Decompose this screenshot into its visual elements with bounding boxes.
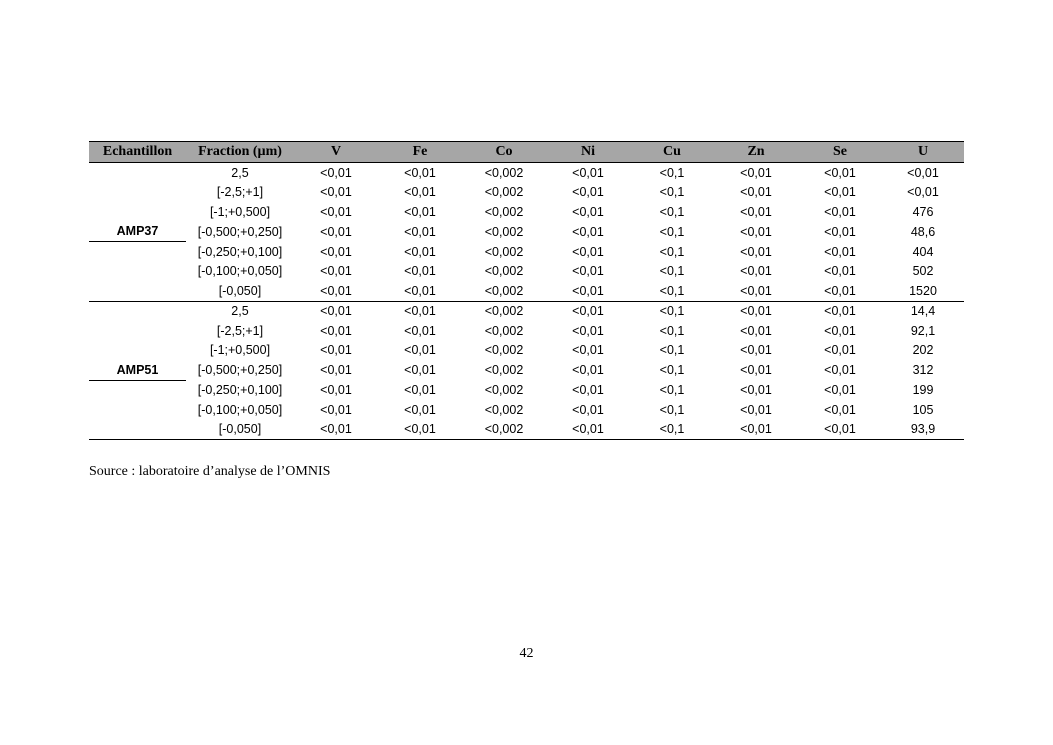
value-cell: <0,1 [630,281,714,301]
value-cell: <0,01 [740,323,772,338]
results-table [89,141,964,440]
value-cell: <0,01 [740,185,772,200]
value-cell: <0,002 [462,420,546,440]
table-row [89,360,964,380]
table-body [89,163,964,440]
value-cell: <0,01 [320,363,352,377]
value-cell: <0,01 [824,363,856,377]
value-cell: <0,01 [378,420,462,440]
fraction-cell: [-0,050] [186,281,294,301]
value-cell: <0,002 [484,264,524,279]
table-row [89,321,964,341]
value-cell: 93,9 [882,420,964,440]
value-cell: <0,01 [798,420,882,440]
table-header [89,142,964,163]
table-row [89,400,964,420]
fraction-cell: [-0,500;+0,250] [197,363,283,377]
sample-cell-empty [89,202,186,222]
table-row [89,183,964,203]
value-cell: <0,01 [404,363,436,377]
table-row [89,202,964,222]
value-cell: <0,1 [659,264,685,279]
value-cell: <0,01 [740,304,772,319]
value-cell: <0,01 [546,420,630,440]
fraction-cell: [-2,5;+1] [216,323,264,338]
value-cell: <0,01 [378,281,462,301]
value-cell: <0,002 [484,343,524,358]
fraction-cell: [-0,250;+0,100] [197,383,283,397]
value-cell: <0,01 [572,264,604,279]
value-cell: 502 [912,264,934,279]
value-cell: <0,002 [462,281,546,301]
sample-cell-empty [89,262,186,282]
value-cell: <0,1 [659,224,685,239]
value-cell: <0,01 [824,343,856,358]
table-row [89,163,964,183]
fraction-cell: 2,5 [231,304,249,319]
value-cell: <0,01 [740,363,772,377]
value-cell: 199 [912,383,934,397]
value-cell: 404 [912,244,934,259]
value-cell: <0,01 [320,244,352,259]
value-cell: <0,01 [572,204,604,219]
value-cell: <0,01 [320,185,352,200]
value-cell: <0,002 [484,383,524,397]
value-cell: <0,01 [294,281,378,301]
sample-cell-empty [89,420,186,440]
value-cell: <0,01 [572,402,604,417]
value-cell: <0,01 [740,204,772,219]
value-cell: <0,01 [572,304,604,319]
value-cell: <0,01 [320,264,352,279]
table-row [89,420,964,440]
value-cell: <0,002 [484,224,524,239]
fraction-cell: [-1;+0,500] [209,204,271,219]
sample-cell-empty [89,321,186,341]
value-cell: 1520 [882,281,964,301]
fraction-cell: [-0,250;+0,100] [197,244,283,259]
value-cell: <0,002 [484,244,524,259]
value-cell: <0,01 [824,383,856,397]
value-cell: <0,1 [659,323,685,338]
sample-name: AMP37 [89,222,186,242]
value-cell: <0,01 [404,323,436,338]
value-cell: <0,01 [572,185,604,200]
value-cell: <0,01 [824,224,856,239]
value-cell: <0,01 [907,185,939,200]
value-cell: <0,1 [659,383,685,397]
value-cell: 48,6 [910,224,936,239]
table-row [89,380,964,400]
value-cell: <0,01 [824,165,856,180]
value-cell: <0,002 [484,304,524,319]
value-cell: <0,01 [824,304,856,319]
value-cell: <0,01 [824,244,856,259]
value-cell: <0,01 [546,281,630,301]
value-cell: 105 [912,402,934,417]
header-ni: Ni [546,142,630,163]
header-zn: Zn [714,142,798,163]
value-cell: <0,01 [294,420,378,440]
sample-cell-empty [89,380,186,400]
header-fraction: Fraction (µm) [186,142,294,163]
value-cell: <0,01 [740,383,772,397]
header-se: Se [798,142,882,163]
value-cell: <0,1 [659,244,685,259]
header-u: U [882,142,964,163]
value-cell: <0,1 [659,165,685,180]
value-cell: 202 [912,343,934,358]
value-cell: <0,01 [824,264,856,279]
value-cell: 92,1 [910,323,936,338]
table-row [89,242,964,262]
value-cell: <0,01 [320,224,352,239]
header-cu: Cu [630,142,714,163]
table-row [89,301,964,321]
value-cell: <0,1 [659,402,685,417]
value-cell: <0,01 [740,165,772,180]
value-cell: <0,002 [484,402,524,417]
value-cell: <0,01 [798,281,882,301]
value-cell: <0,01 [320,304,352,319]
value-cell: <0,01 [404,304,436,319]
value-cell: <0,002 [484,323,524,338]
value-cell: <0,1 [659,343,685,358]
value-cell: <0,01 [714,281,798,301]
header-co: Co [462,142,546,163]
value-cell: <0,01 [404,224,436,239]
value-cell: <0,002 [484,204,524,219]
fraction-cell: [-1;+0,500] [209,343,271,358]
page-number: 42 [519,646,534,661]
value-cell: 312 [912,363,934,377]
table-row [89,341,964,361]
value-cell: <0,01 [907,165,939,180]
value-cell: <0,002 [484,185,524,200]
value-cell: <0,01 [714,420,798,440]
value-cell: <0,01 [572,323,604,338]
header-v: V [294,142,378,163]
sample-cell-empty [89,341,186,361]
fraction-cell: [-0,050] [186,420,294,440]
value-cell: <0,01 [824,402,856,417]
value-cell: <0,01 [572,165,604,180]
value-cell: 14,4 [910,304,936,319]
sample-cell-empty [89,281,186,301]
value-cell: <0,01 [404,264,436,279]
value-cell: <0,01 [572,343,604,358]
table-row [89,222,964,242]
value-cell: <0,01 [404,383,436,397]
value-cell: <0,01 [320,165,352,180]
value-cell: <0,01 [404,185,436,200]
value-cell: <0,01 [824,323,856,338]
value-cell: <0,01 [404,244,436,259]
value-cell: <0,1 [659,204,685,219]
fraction-cell: [-2,5;+1] [216,185,264,200]
value-cell: <0,002 [484,363,524,377]
value-cell: <0,01 [740,224,772,239]
fraction-cell: 2,5 [231,165,249,180]
value-cell: <0,01 [740,343,772,358]
table-row [89,281,964,301]
sample-cell-empty [89,183,186,203]
source-note: Source : laboratoire d’analyse de l’OMNIS [89,464,331,479]
value-cell: <0,01 [740,244,772,259]
value-cell: <0,002 [484,165,524,180]
value-cell: 476 [912,204,934,219]
value-cell: <0,01 [824,204,856,219]
value-cell: <0,1 [659,185,685,200]
value-cell: <0,01 [572,244,604,259]
table-row [89,262,964,282]
value-cell: <0,01 [824,185,856,200]
value-cell: <0,01 [404,402,436,417]
value-cell: <0,1 [659,304,685,319]
value-cell: <0,01 [404,343,436,358]
sample-name: AMP51 [89,360,186,380]
fraction-cell: [-0,500;+0,250] [197,224,283,239]
sample-cell-empty [89,163,186,183]
value-cell: <0,01 [740,264,772,279]
value-cell: <0,1 [630,420,714,440]
value-cell: <0,01 [320,323,352,338]
fraction-cell: [-0,100;+0,050] [197,264,283,279]
sample-cell-empty [89,242,186,262]
value-cell: <0,01 [572,363,604,377]
value-cell: <0,01 [404,204,436,219]
value-cell: <0,1 [659,363,685,377]
value-cell: <0,01 [320,383,352,397]
value-cell: <0,01 [320,402,352,417]
header-echantillon: Echantillon [89,142,186,163]
sample-cell-empty [89,400,186,420]
value-cell: <0,01 [404,165,436,180]
fraction-cell: [-0,100;+0,050] [197,402,283,417]
value-cell: <0,01 [572,224,604,239]
value-cell: <0,01 [740,402,772,417]
value-cell: <0,01 [320,343,352,358]
value-cell: <0,01 [320,204,352,219]
header-fe: Fe [378,142,462,163]
sample-cell-empty [89,301,186,321]
value-cell: <0,01 [572,383,604,397]
